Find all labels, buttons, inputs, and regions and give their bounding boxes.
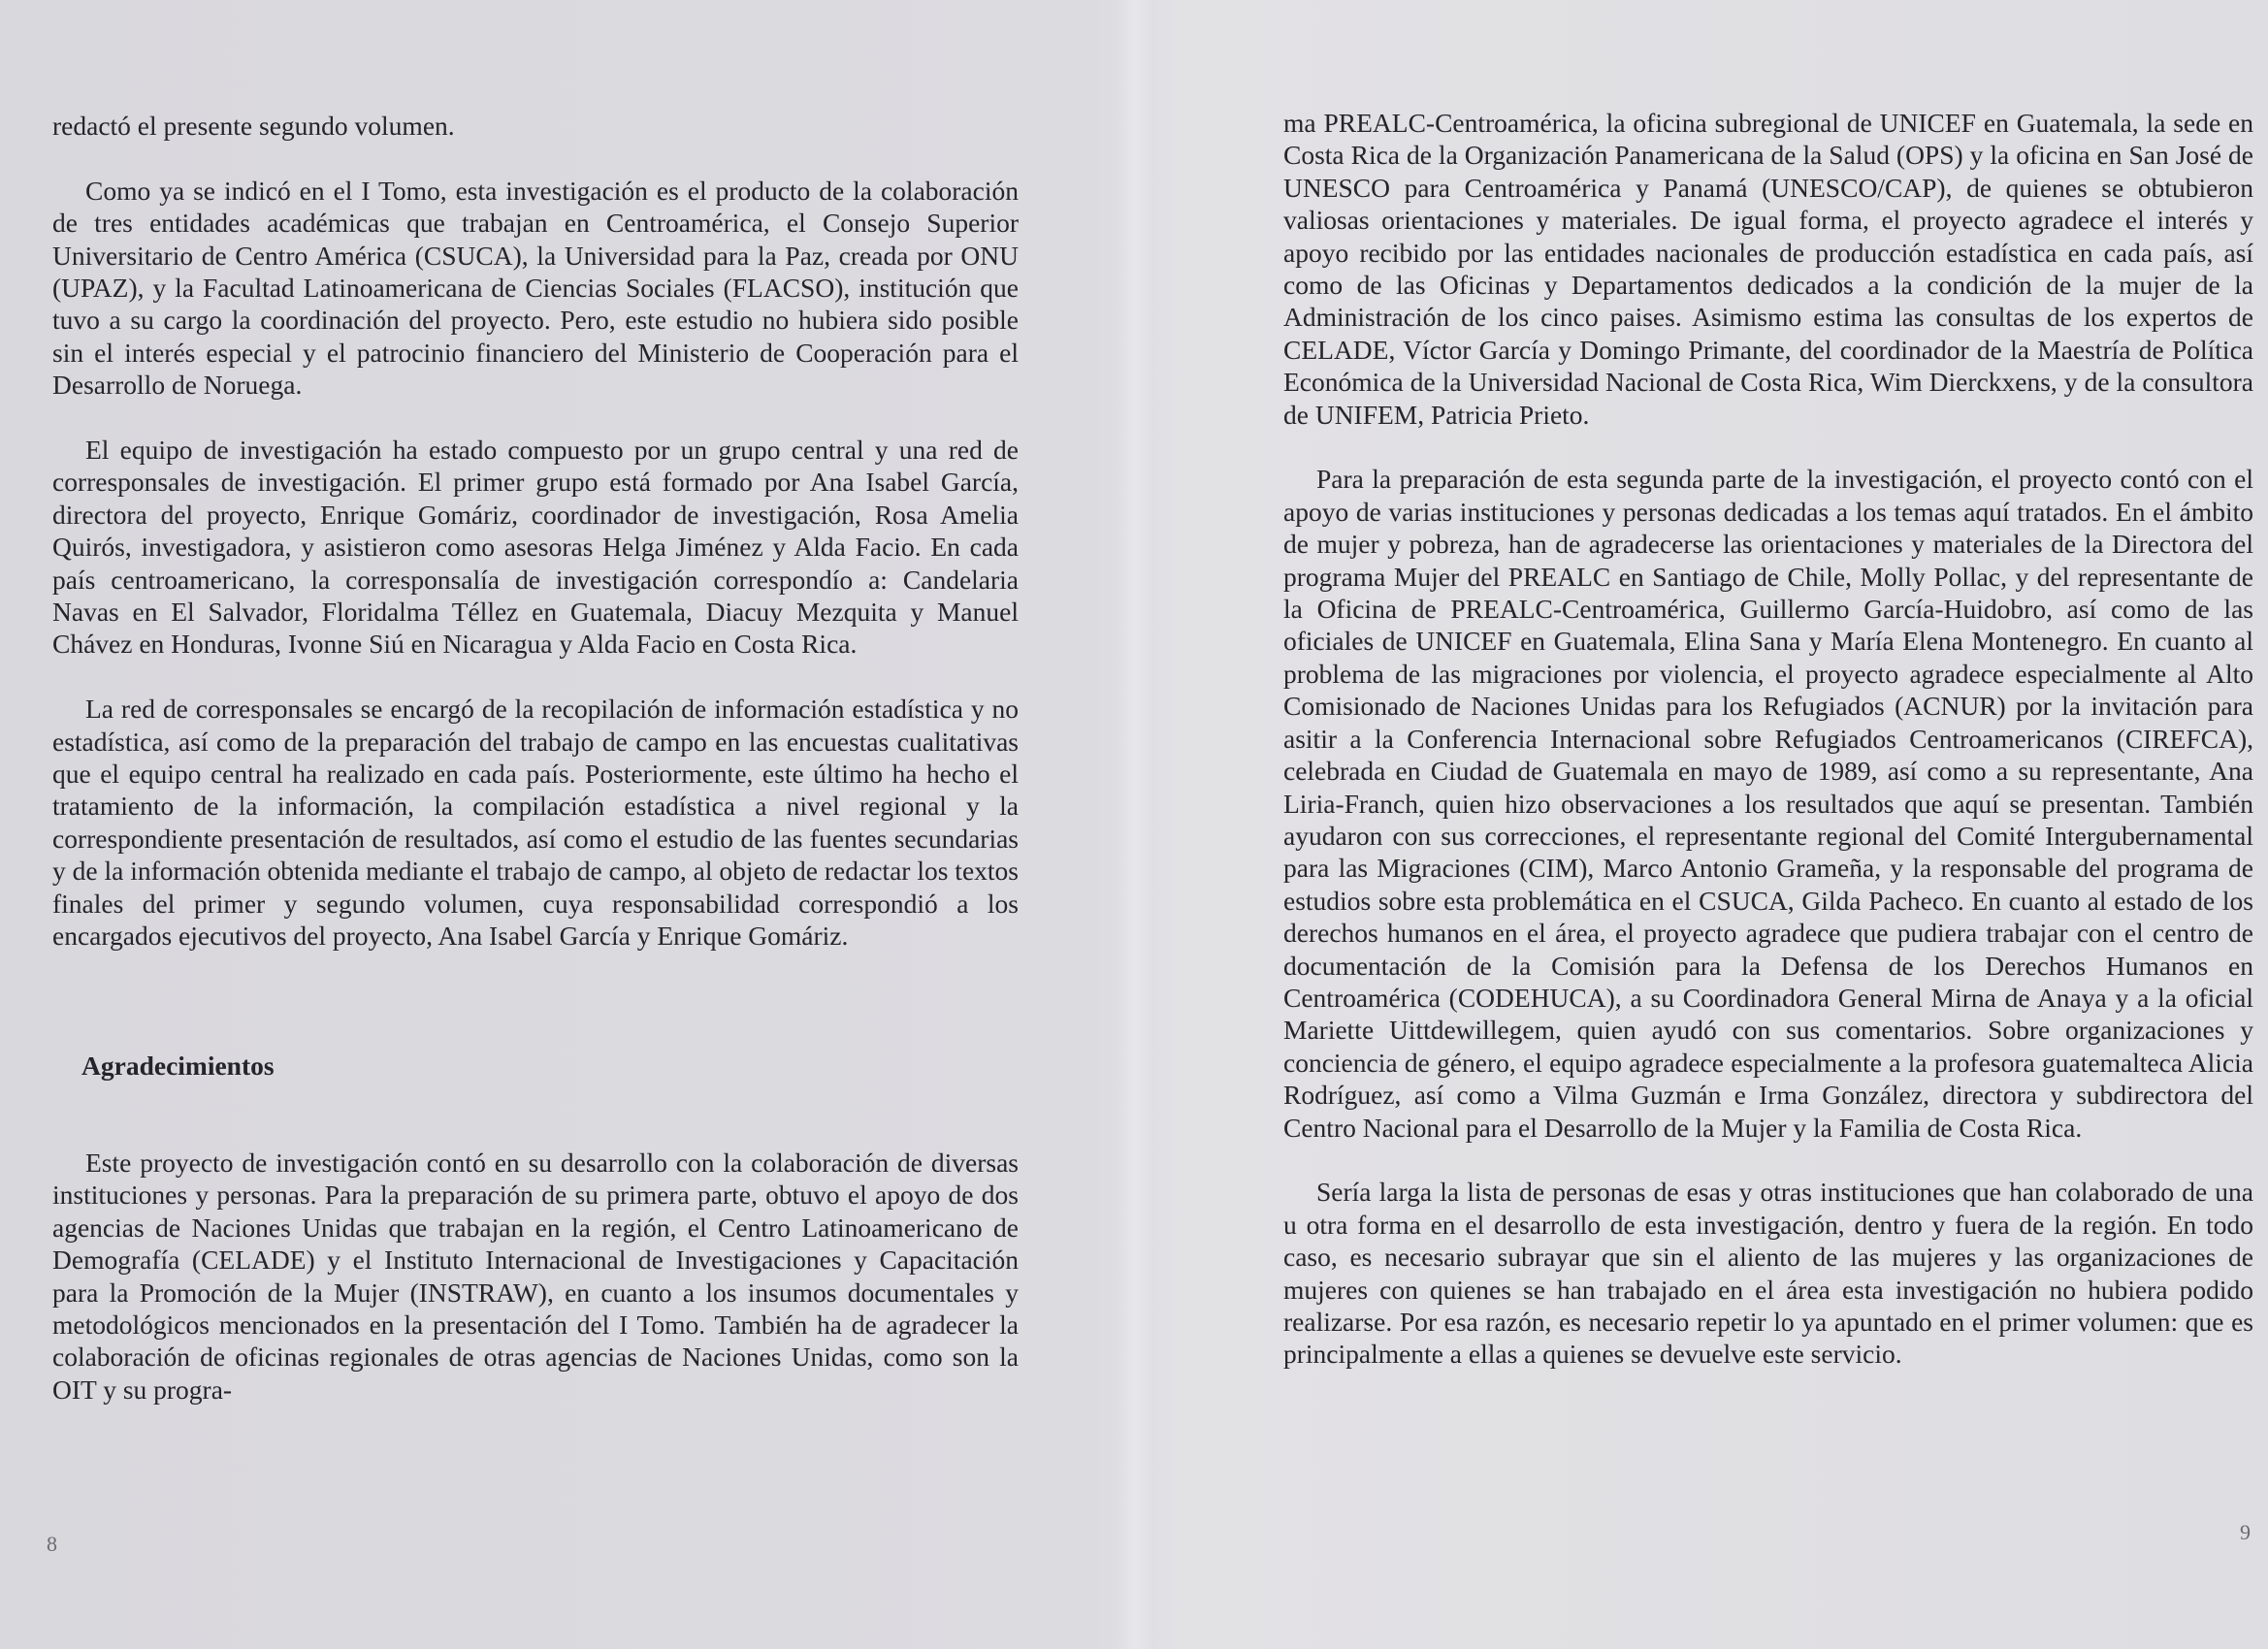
paragraph: Sería larga la lista de personas de esas y otras instituciones que han colaborado de una u otra forma en el desarrollo de esta investigación, dentro y fuera de la región. En todo caso, es necesario subrayar que sin el aliento de las mujeres y las organizaciones de mujeres con quienes se han trabajado en el área esta investigación no hubiera podido realizarse. Por esa razón, es necesario repetir lo ya apuntado en el primer volumen: que es principalmente a ellas a quienes se devuelve este servicio.: [1283, 1177, 2253, 1370]
paragraph: Para la preparación de esta segunda parte de la investigación, el proyecto contó con el apoyo de varias instituciones y personas dedicadas a los temas aquí tratados. En el ámbito de mujer y pobreza, han de agradecerse las orientaciones y materiales de la Directora del programa Mujer del PREALC en Santiago de Chile, Molly Pollac, y del representante de la Oficina de PREALC-Centroamérica, Guillermo García-Huidobro, así como de las oficiales de UNICEF en Guatemala, Elina Sana y María Elena Montenegro. En cuanto al problema de las migraciones por violencia, el proyecto agradece especialmente al Alto Comisionado de Naciones Unidas para los Refugiados (ACNUR) por la invitación para asitir a la Conferencia Internacional sobre Refugiados Centroamericanos (CIREFCA), celebrada en Ciudad de Guatemala en mayo de 1989, así como a su representante, Ana Liria-Franch, quien hizo observaciones a los resultados que aquí se presentan. También ayudaron con sus correcciones, el representante regional del Comité Intergubernamental para las Migraciones (CIM), Marco Antonio Grameña, y la responsable del programa de estudios sobre esta problemática en el CSUCA, Gilda Pacheco. En cuanto al estado de los derechos humanos en el área, el proyecto agradece que pudiera trabajar con el centro de documentación de la Comisión para la Defensa de los Derechos Humanos en Centroamérica (CODEHUCA), a su Coordinadora General Mirna de Anaya y a la oficial Mariette Uittdewillegem, quien ayudó con sus comentarios. Sobre organizaciones y conciencia de género, el equipo agradece especialmente a la profesora guatemalteca Alicia Rodríguez, así como a Vilma Guzmán e Irma González, directora y subdirectora del Centro Nacional para el Desarrollo de la Mujer y la Familia de Costa Rica.: [1283, 464, 2253, 1143]
paragraph: El equipo de investigación ha estado compuesto por un grupo central y una red de corresponsales de investigación. El primer grupo está formado por Ana Isabel García, directora del proyecto, Enrique Gomáriz, coordinador de investigación, Rosa Amelia Quirós, investigadora, y asistieron como asesoras Helga Jiménez y Alda Facio. En cada país centroamericano, la corresponsalía de investigación correspondío a: Candelaria Navas en El Salvador, Floridalma Téllez en Guatemala, Diacuy Mezquita y Manuel Chávez en Honduras, Ivonne Siú en Nicaragua y Alda Facio en Costa Rica.: [52, 435, 1019, 660]
right-text-column: [1283, 107, 2253, 1371]
paragraph: Como ya se indicó en el I Tomo, esta investigación es el producto de la colaboración de tres entidades académicas que trabajan en Centroamérica, el Consejo Superior Universitario de Centro América (CSUCA), la Universidad para la Paz, creada por ONU (UPAZ), y la Facultad Latinoamericana de Ciencias Sociales (FLACSO), institución que tuvo a su cargo la coordinación del proyecto. Pero, este estudio no hubiera sido posible sin el interés especial y el patrocinio financiero del Ministerio de Cooperación para el Desarrollo de Noruega.: [52, 175, 1019, 401]
paragraph: La red de corresponsales se encargó de la recopilación de información estadística y no estadística, así como de la preparación del trabajo de campo en las encuestas cualitativas que el equipo central ha realizado en cada país. Posteriormente, este último ha hecho el tratamiento de la información, la compilación estadística a nivel regional y la correspondiente presentación de resultados, así como el estudio de las fuentes secundarias y de la información obtenida mediante el trabajo de campo, al objeto de redactar los textos finales del primer y segundo volumen, cuya responsabilidad correspondió a los encargados ejecutivos del proyecto, Ana Isabel García y Enrique Gomáriz.: [52, 694, 1019, 952]
left-text-column: [52, 110, 1019, 1406]
paragraph: redactó el presente segundo volumen.: [52, 111, 455, 141]
page-number: 9: [2240, 1520, 2251, 1544]
paragraph: Este proyecto de investigación contó en su desarrollo con la colaboración de diversas instituciones y personas. Para la preparación de su primera parte, obtuvo el apoyo de dos agencias de Naciones Unidas que trabajan en la región, el Centro Latinoamericano de Demografía (CELADE) y el Instituto Internacional de Investigaciones y Capacitación para la Promoción de la Mujer (INSTRAW), en cuanto a los insumos documentales y metodológicos mencionados en la presentación del I Tomo. También ha de agradecer la colaboración de oficinas regionales de otras agencias de Naciones Unidas, como son la OIT y su progra-: [52, 1147, 1019, 1405]
section-heading: Agradecimientos: [81, 1050, 275, 1081]
page-number: 8: [47, 1532, 57, 1556]
paragraph: ma PREALC-Centroamérica, la oficina subregional de UNICEF en Guatemala, la sede en Costa Rica de la Organización Panamericana de la Salud (OPS) y la oficina en San José de UNESCO para Centroamérica y Panamá (UNESCO/CAP), de quienes se obtubieron valiosas orientaciones y materiales. De igual forma, el proyecto agradece el interés y apoyo recibido por las entidades nacionales de producción estadística en cada país, así como de las Oficinas y Departamentos dedicados a la condición de la mujer de la Administración de los cinco paises. Asimismo estima las consultas de los expertos de CELADE, Víctor García y Domingo Primante, del coordinador de la Maestría de Política Económica de la Universidad Nacional de Costa Rica, Wim Dierckxens, y de la consultora de UNIFEM, Patricia Prieto.: [1283, 108, 2253, 430]
right-page: [1134, 0, 2268, 1649]
